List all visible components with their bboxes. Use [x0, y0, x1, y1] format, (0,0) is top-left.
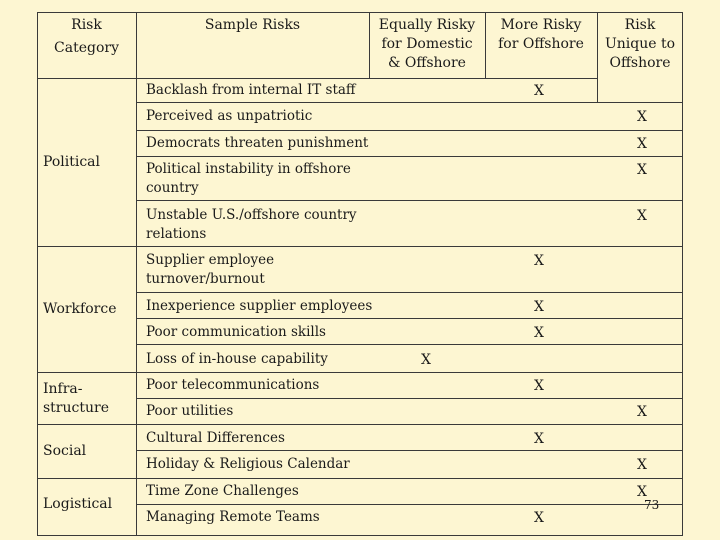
divider	[136, 130, 683, 131]
header-risk-category	[37, 16, 136, 58]
header-line: & Offshore	[388, 55, 466, 71]
divider	[136, 398, 683, 399]
divider	[136, 200, 683, 201]
header-unique-offshore	[597, 16, 683, 73]
header-more-risky	[485, 16, 597, 54]
risk-text: Perceived as unpatriotic	[146, 108, 313, 124]
risk-mark: X	[534, 510, 544, 526]
divider	[37, 372, 683, 373]
divider	[136, 12, 137, 536]
risk-text: Inexperience supplier employees	[146, 298, 373, 314]
divider	[37, 424, 683, 425]
risk-text: Poor communication skills	[146, 324, 326, 340]
divider	[136, 344, 683, 345]
risk-line: Unstable U.S./offshore country	[146, 207, 357, 223]
risk-text: Poor telecommunications	[146, 377, 320, 393]
risk-mark: X	[637, 162, 647, 178]
category-line: Infra-	[43, 381, 83, 397]
header-equally-risky	[369, 16, 485, 73]
risk-line: country	[146, 180, 199, 196]
risk-text: Managing Remote Teams	[146, 509, 320, 525]
risk-text: Holiday & Religious Calendar	[146, 456, 350, 472]
risk-text: Poor utilities	[146, 403, 234, 419]
category-infrastructure	[43, 380, 109, 418]
risk-mark: X	[534, 431, 544, 447]
header-line: for Domestic	[381, 36, 473, 52]
risk-line: Political instability in offshore	[146, 161, 351, 177]
risk-text	[146, 160, 351, 198]
header-line: Risk	[624, 17, 656, 33]
header-line: Offshore	[609, 55, 671, 71]
divider	[136, 450, 683, 451]
table-border	[37, 12, 683, 536]
category-social: Social	[43, 443, 87, 459]
divider	[136, 292, 683, 293]
divider	[37, 246, 683, 247]
header-line: Unique to	[604, 36, 676, 52]
risk-mark: X	[637, 457, 647, 473]
risk-mark: X	[421, 352, 431, 368]
risk-mark: X	[637, 484, 647, 500]
risk-mark: X	[637, 136, 647, 152]
divider	[37, 478, 683, 479]
risk-text: Cultural Differences	[146, 430, 285, 446]
risk-text	[146, 206, 357, 244]
risk-mark: X	[534, 325, 544, 341]
risk-mark: X	[534, 83, 544, 99]
header-line: for Offshore	[498, 36, 584, 52]
category-political: Political	[43, 154, 101, 170]
risk-line: turnover/burnout	[146, 271, 265, 287]
header-line: Sample Risks	[204, 17, 301, 33]
risk-line: Supplier employee	[146, 252, 275, 268]
category-workforce: Workforce	[43, 301, 117, 317]
header-line: Equally Risky	[378, 17, 476, 33]
divider	[136, 504, 683, 505]
risk-mark: X	[637, 404, 647, 420]
divider	[136, 156, 683, 157]
category-logistical: Logistical	[43, 496, 113, 512]
risk-text: Backlash from internal IT staff	[146, 82, 356, 98]
risk-text	[146, 251, 274, 289]
divider	[136, 102, 683, 103]
page-number: 73	[644, 498, 660, 512]
header-line: More Risky	[500, 17, 582, 33]
category-line: structure	[43, 400, 109, 416]
risk-mark: X	[637, 109, 647, 125]
divider	[136, 318, 683, 319]
divider	[37, 78, 597, 79]
risk-mark: X	[534, 378, 544, 394]
risk-mark: X	[534, 299, 544, 315]
header-sample-risks	[136, 16, 369, 35]
risk-text: Time Zone Challenges	[146, 483, 299, 499]
header-line: Risk	[71, 17, 102, 33]
risk-mark: X	[637, 208, 647, 224]
risk-text: Democrats threaten punishment	[146, 135, 369, 151]
risk-line: relations	[146, 226, 207, 242]
header-line: Category	[54, 40, 119, 56]
risk-mark: X	[534, 253, 544, 269]
risk-text: Loss of in-house capability	[146, 351, 328, 367]
